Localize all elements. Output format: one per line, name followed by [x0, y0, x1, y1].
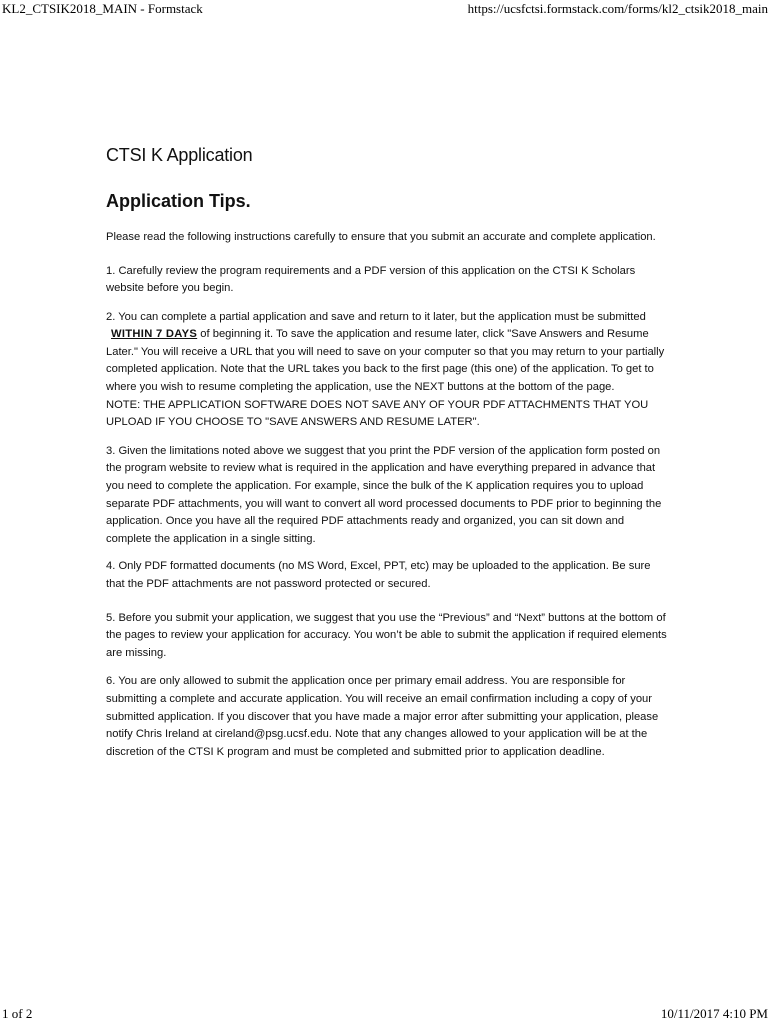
- tip-6-text: 6. You are only allowed to submit the application once per primary email address. You are responsible for submitting a complete and accurate application. You will receive an email confirmation including a copy of your submitted application. If you discover that you have made a major error after submitting your application, please notify Chris Ireland at cireland@psg.ucsf.edu. Note that any changes allowed to your application will be at the discretion of the CTSI K program and must be completed and submitted prior to application deadline.: [106, 675, 659, 758]
- tip-4-text: 4. Only PDF formatted documents (no MS Word, Excel, PPT, etc) may be uploaded to the application. Be sure that the PDF attachments are not password protected or secured.: [106, 560, 651, 590]
- deadline-emphasis: WITHIN 7 DAYS: [111, 328, 198, 341]
- print-page-title: KL2_CTSIK2018_MAIN - Formstack: [2, 1, 203, 16]
- tip-2: [106, 309, 671, 432]
- print-timestamp: 10/11/2017 4:10 PM: [660, 1006, 768, 1021]
- tip-6: [106, 673, 671, 761]
- print-header: [0, 0, 770, 18]
- tip-3-text: 3. Given the limitations noted above we suggest that you print the PDF version of the application form posted on the program website to review what is required in the application and have everything prepared in advance that you need to complete the application. For example, since the bulk of the K application requires you to upload separate PDF attachments, you will want to convert all word processed documents to PDF prior to beginning the application. Once you have all the required PDF attachments ready and organized, you can sit down and complete the application in a single sitting.: [106, 444, 662, 545]
- form-content: [106, 143, 671, 761]
- tip-3: [106, 443, 671, 549]
- tip-2-text: [106, 309, 671, 397]
- tip-4: [106, 558, 671, 593]
- intro-text: Please read the following instructions carefully to ensure that you submit an accurate and complete application.: [106, 231, 656, 243]
- print-footer: [0, 1006, 770, 1024]
- form-title: CTSI K Application: [106, 145, 253, 165]
- attachment-warning-note: NOTE: THE APPLICATION SOFTWARE DOES NOT SAVE ANY OF YOUR PDF ATTACHMENTS THAT YOU UPLOAD IF YOU CHOOSE TO "SAVE ANSWERS AND RESUME LATER".: [106, 398, 649, 429]
- tip-1: [106, 263, 671, 298]
- page-number: 1 of 2: [2, 1006, 33, 1021]
- tip-5-text: 5. Before you submit your application, we suggest that you use the “Previous” and “Next” buttons at the bottom of the pages to review your application for accuracy. You won’t be able to submit the application if required elements are missing.: [106, 611, 667, 659]
- section-heading: Application Tips.: [106, 191, 251, 211]
- tip-2-text-before: 2. You can complete a partial application and save and return to it later, but the application must be submitted: [106, 310, 646, 323]
- tip-2-text-after: of beginning it. To save the application and resume later, click "Save Answers and Resume Later." You will receive a URL that you will need to save on your computer so that you may return to your partially completed application. Note that the URL takes you back to the first page (this one) of the application. To get to where you wish to resume completing the application, use the NEXT buttons at the bottom of the page.: [106, 328, 665, 394]
- tip-5: [106, 610, 671, 663]
- tip-1-text: 1. Carefully review the program requirements and a PDF version of this application on the CTSI K Scholars website before you begin.: [106, 264, 636, 295]
- print-url: https://ucsfctsi.formstack.com/forms/kl2_ctsik2018_main: [467, 1, 768, 16]
